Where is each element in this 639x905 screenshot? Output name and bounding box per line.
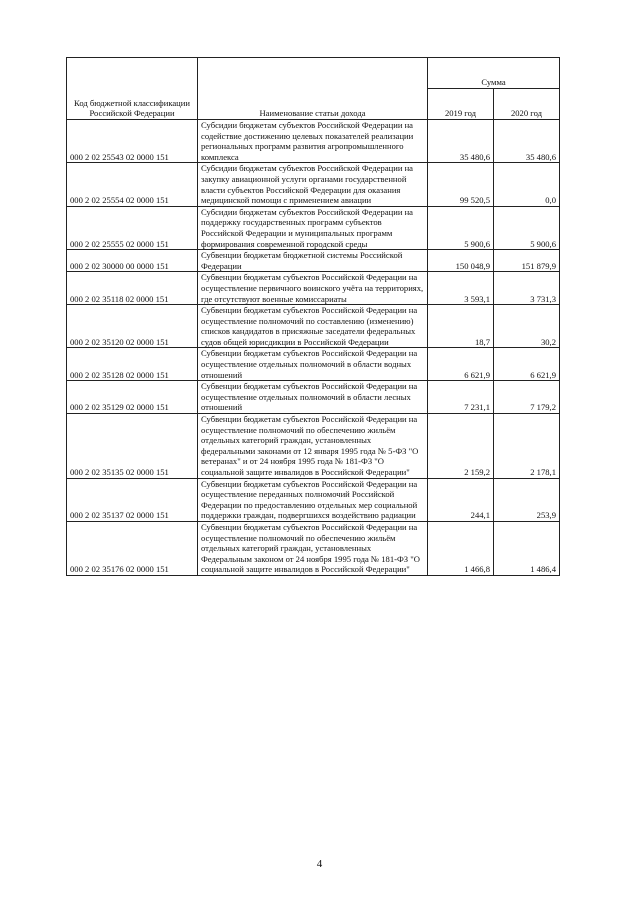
budget-code-cell: 000 2 02 35118 02 0000 151 (67, 272, 198, 305)
amount-2019-cell: 1 466,8 (428, 521, 494, 575)
table-row (67, 348, 560, 381)
amount-2019-cell: 7 231,1 (428, 381, 494, 414)
amount-2019-cell: 2 159,2 (428, 414, 494, 479)
amount-2019-cell: 99 520,5 (428, 163, 494, 206)
page-number: 4 (316, 858, 323, 870)
revenue-name-cell: Субсидии бюджетам субъектов Российской Федерации на содействие достижению целевых показателей реализации региональных программ развития агропромышленного комплекса (198, 120, 428, 163)
budget-code-cell: 000 2 02 35129 02 0000 151 (67, 381, 198, 414)
amount-2020-cell: 3 731,3 (494, 272, 560, 305)
revenue-name-cell: Субвенции бюджетам субъектов Российской Федерации на осуществление полномочий по обеспечению жильём отдельных категорий граждан, установленных Федеральным законом от 24 ноября 1995 года № 181-ФЗ "О социальной защите инвалидов в Российской Федерации" (198, 521, 428, 575)
revenue-table (66, 57, 560, 576)
amount-2019-cell: 244,1 (428, 478, 494, 521)
budget-code-cell: 000 2 02 30000 00 0000 151 (67, 250, 198, 272)
amount-2019-cell: 3 593,1 (428, 272, 494, 305)
amount-2020-cell: 253,9 (494, 478, 560, 521)
header-name: Наименование статьи дохода (198, 58, 428, 120)
budget-code-cell: 000 2 02 25555 02 0000 151 (67, 206, 198, 249)
amount-2019-cell: 6 621,9 (428, 348, 494, 381)
budget-code-cell: 000 2 02 35176 02 0000 151 (67, 521, 198, 575)
table-row (67, 163, 560, 206)
revenue-name-cell: Субвенции бюджетам субъектов Российской Федерации на осуществление полномочий по составлению (изменению) списков кандидатов в присяжные заседатели федеральных судов общей юрисдикции в Российской Федерации (198, 305, 428, 348)
revenue-name-cell: Субвенции бюджетам субъектов Российской Федерации на осуществление переданных полномочий Российской Федерации по предоставлению отдельных мер социальной поддержки граждан, подвергшихся воздействию радиации (198, 478, 428, 521)
header-sum: Сумма (428, 58, 560, 89)
table-row (67, 381, 560, 414)
amount-2019-cell: 18,7 (428, 305, 494, 348)
revenue-name-cell: Субсидии бюджетам субъектов Российской Федерации на поддержку государственных программ субъектов Российской Федерации и муниципальных программ формирования современной городской среды (198, 206, 428, 249)
amount-2020-cell: 5 900,6 (494, 206, 560, 249)
amount-2019-cell: 150 048,9 (428, 250, 494, 272)
table-row (67, 521, 560, 575)
revenue-name-cell: Субвенции бюджетам субъектов Российской Федерации на осуществление отдельных полномочий в области водных отношений (198, 348, 428, 381)
table-row (67, 272, 560, 305)
table-body (67, 120, 560, 576)
revenue-name-cell: Субвенции бюджетам субъектов Российской Федерации на осуществление первичного воинского учёта на территориях, где отсутствуют военные комиссариаты (198, 272, 428, 305)
table-row (67, 305, 560, 348)
budget-code-cell: 000 2 02 35137 02 0000 151 (67, 478, 198, 521)
budget-code-cell: 000 2 02 25543 02 0000 151 (67, 120, 198, 163)
budget-code-cell: 000 2 02 35120 02 0000 151 (67, 305, 198, 348)
revenue-name-cell: Субвенции бюджетам бюджетной системы Российской Федерации (198, 250, 428, 272)
amount-2020-cell: 6 621,9 (494, 348, 560, 381)
amount-2020-cell: 0,0 (494, 163, 560, 206)
header-code: Код бюджетной классификации Российской Федерации (67, 58, 198, 120)
amount-2020-cell: 30,2 (494, 305, 560, 348)
amount-2020-cell: 35 480,6 (494, 120, 560, 163)
table-row (67, 206, 560, 249)
revenue-name-cell: Субвенции бюджетам субъектов Российской Федерации на осуществление полномочий по обеспечению жильём отдельных категорий граждан, установленных федеральными законами от 12 января 1995 года № 5-ФЗ "О ветеранах" и от 24 ноября 1995 года № 181-ФЗ "О социальной защите инвалидов в Российской Федерации" (198, 414, 428, 479)
budget-code-cell: 000 2 02 35135 02 0000 151 (67, 414, 198, 479)
budget-code-cell: 000 2 02 25554 02 0000 151 (67, 163, 198, 206)
revenue-name-cell: Субвенции бюджетам субъектов Российской Федерации на осуществление отдельных полномочий в области лесных отношений (198, 381, 428, 414)
header-year-2019: 2019 год (428, 89, 494, 120)
table-row (67, 120, 560, 163)
budget-code-cell: 000 2 02 35128 02 0000 151 (67, 348, 198, 381)
amount-2020-cell: 1 486,4 (494, 521, 560, 575)
header-year-2020: 2020 год (494, 89, 560, 120)
amount-2019-cell: 35 480,6 (428, 120, 494, 163)
revenue-name-cell: Субсидии бюджетам субъектов Российской Федерации на закупку авиационной услуги органами государственной власти субъектов Российской Федерации для оказания медицинской помощи с применением авиации (198, 163, 428, 206)
table-row (67, 250, 560, 272)
amount-2020-cell: 2 178,1 (494, 414, 560, 479)
amount-2020-cell: 151 879,9 (494, 250, 560, 272)
amount-2020-cell: 7 179,2 (494, 381, 560, 414)
table-row (67, 414, 560, 479)
table-header (67, 58, 560, 120)
amount-2019-cell: 5 900,6 (428, 206, 494, 249)
table-row (67, 478, 560, 521)
